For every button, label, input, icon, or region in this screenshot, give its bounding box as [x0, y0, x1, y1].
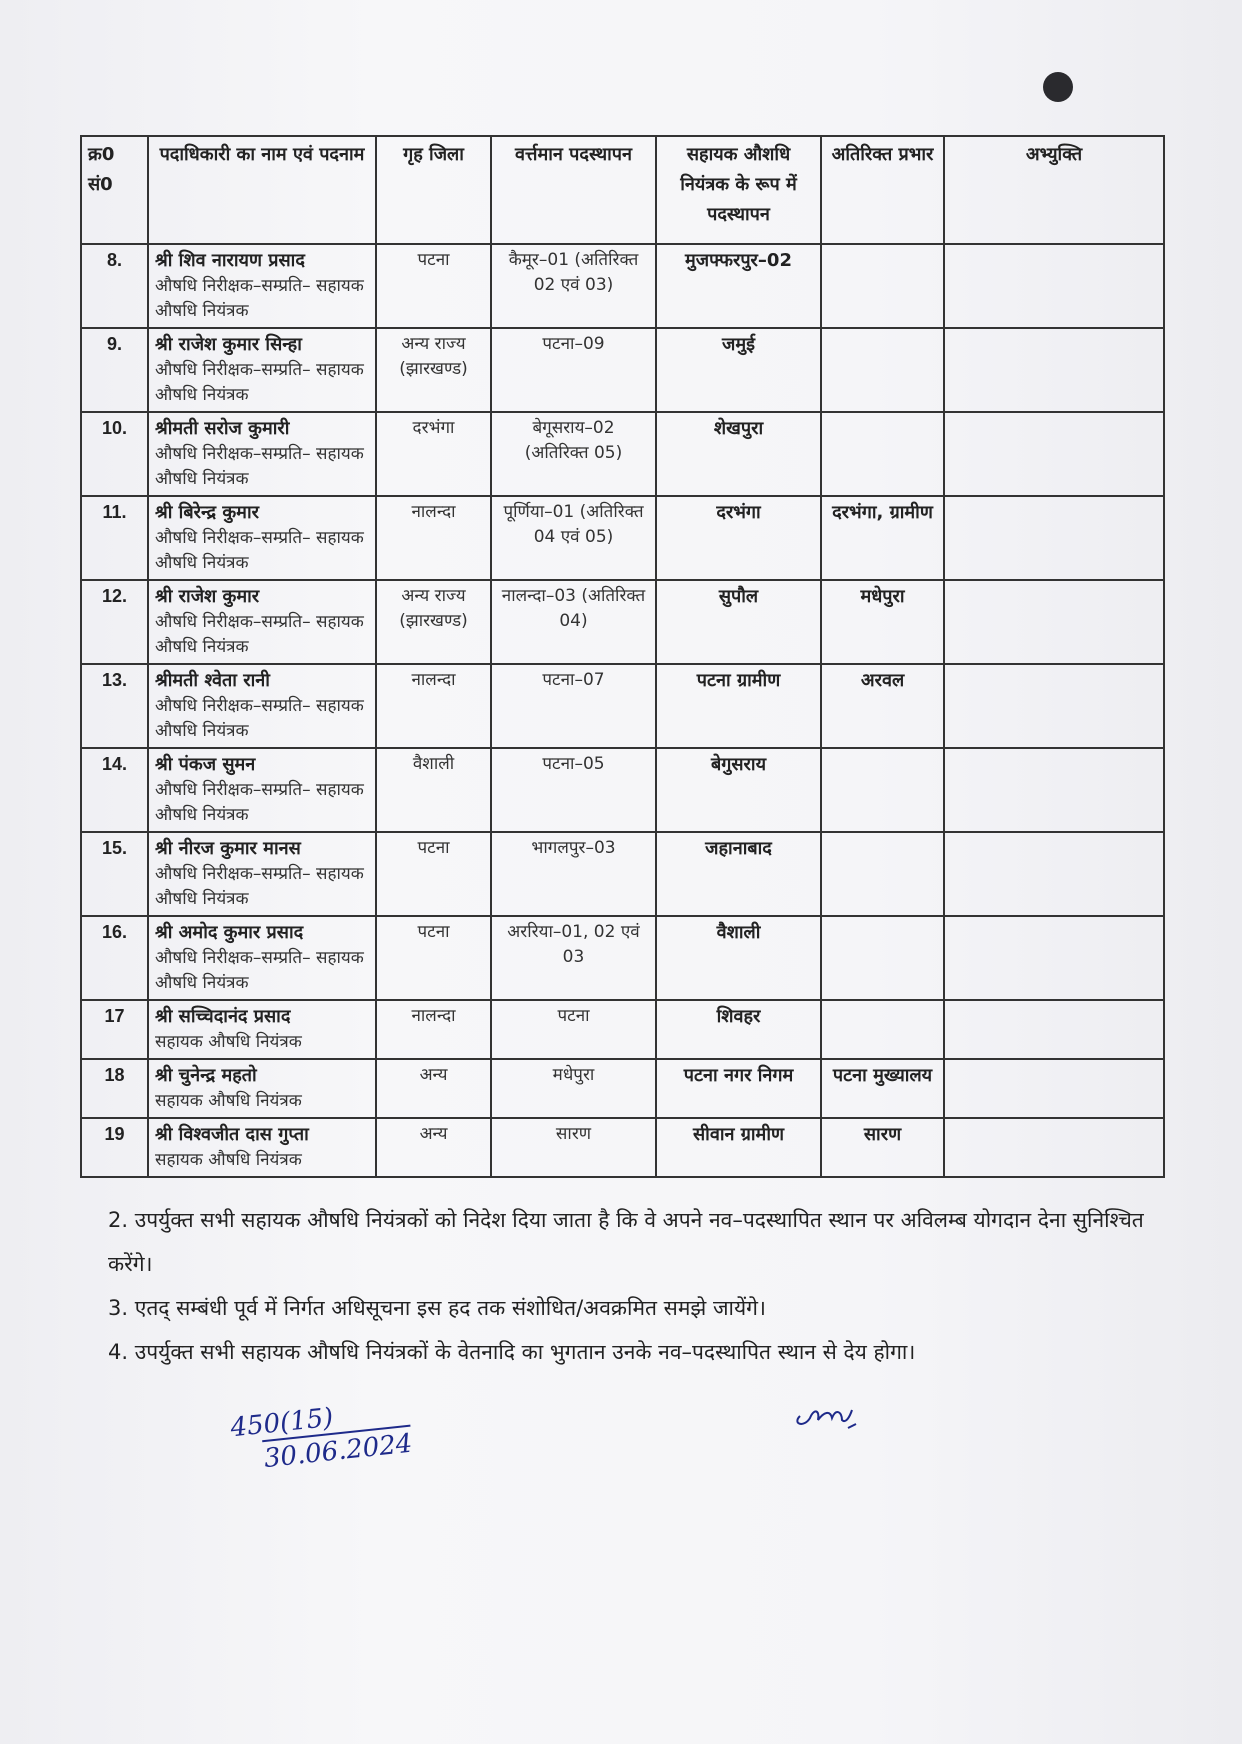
home-district-cell — [376, 412, 491, 496]
additional-charge: पटना मुख्यालय — [832, 1065, 933, 1086]
serial-cell — [81, 832, 148, 916]
serial-cell — [81, 244, 148, 328]
officer-name: श्री पंकज सुमन — [155, 754, 256, 775]
serial-cell — [81, 496, 148, 580]
additional-charge: मधेपुरा — [860, 586, 905, 607]
new-posting: जहानाबाद — [705, 838, 772, 859]
header-new-posting: सहायक औशधि नियंत्रक के रूप में पदस्थापन — [656, 136, 821, 244]
officer-name: श्री सच्चिदानंद प्रसाद — [155, 1006, 291, 1027]
officer-name: श्रीमती श्वेता रानी — [155, 670, 270, 691]
remarks-cell — [944, 1118, 1164, 1177]
paragraph-3: 3. एतद् सम्बंधी पूर्व में निर्गत अधिसूचना इस हद तक संशोधित/अवक्रमित समझे जायेंगे। — [108, 1296, 766, 1320]
current-posting: पूर्णिया–01 (अतिरिक्त 04 एवं 05) — [503, 502, 644, 547]
officer-cell — [148, 496, 376, 580]
home-district-cell — [376, 832, 491, 916]
home-district-cell — [376, 244, 491, 328]
new-posting-cell — [656, 664, 821, 748]
additional-charge: दरभंगा, ग्रामीण — [832, 502, 933, 523]
new-posting-cell — [656, 748, 821, 832]
home-district: पटना — [417, 922, 450, 942]
officer-cell — [148, 1059, 376, 1118]
officer-name: श्रीमती सरोज कुमारी — [155, 418, 290, 439]
home-district: वैशाली — [412, 754, 455, 774]
current-posting-cell — [491, 580, 656, 664]
serial-cell — [81, 1059, 148, 1118]
home-district: अन्य — [419, 1124, 448, 1144]
serial-number: 17 — [104, 1006, 125, 1026]
current-posting: पटना–07 — [542, 670, 605, 690]
officer-designation: औषधि निरीक्षक–सम्प्रति– सहायक औषधि नियंत्रक — [155, 528, 364, 573]
officer-designation: औषधि निरीक्षक–सम्प्रति– सहायक औषधि नियंत्रक — [155, 444, 364, 489]
home-district-cell — [376, 916, 491, 1000]
serial-cell — [81, 664, 148, 748]
table-row — [81, 244, 1164, 328]
new-posting: सुपौल — [718, 586, 759, 607]
additional-charge: अरवल — [860, 670, 905, 691]
table-row — [81, 664, 1164, 748]
home-district: पटना — [417, 250, 450, 270]
current-posting-cell — [491, 496, 656, 580]
header-home-district: गृह जिला — [376, 136, 491, 244]
officer-cell — [148, 328, 376, 412]
officer-designation: औषधि निरीक्षक–सम्प्रति– सहायक औषधि नियंत्रक — [155, 696, 364, 741]
table-row — [81, 328, 1164, 412]
officer-name: श्री राजेश कुमार — [155, 586, 260, 607]
signature-area — [80, 1394, 1163, 1474]
header-serial: क्र0 सं0 — [81, 136, 148, 244]
table-row — [81, 1118, 1164, 1177]
serial-number: 14. — [101, 754, 128, 774]
officer-designation: औषधि निरीक्षक–सम्प्रति– सहायक औषधि नियंत्रक — [155, 276, 364, 321]
officer-cell — [148, 916, 376, 1000]
serial-cell — [81, 916, 148, 1000]
new-posting-cell — [656, 412, 821, 496]
table-row — [81, 412, 1164, 496]
handwritten-number: 450(15) — [229, 1402, 335, 1444]
new-posting: वैशाली — [716, 922, 761, 943]
additional-charge-cell — [821, 1118, 944, 1177]
officer-designation: औषधि निरीक्षक–सम्प्रति– सहायक औषधि नियंत्रक — [155, 948, 364, 993]
current-posting-cell — [491, 244, 656, 328]
new-posting: पटना नगर निगम — [683, 1065, 794, 1086]
serial-cell — [81, 1118, 148, 1177]
table-row — [81, 1059, 1164, 1118]
current-posting: पटना–09 — [542, 334, 605, 354]
officer-designation: औषधि निरीक्षक–सम्प्रति– सहायक औषधि नियंत्रक — [155, 612, 364, 657]
serial-number: 12. — [101, 586, 128, 606]
officer-name: श्री बिरेन्द्र कुमार — [155, 502, 259, 523]
officer-posting-table — [80, 135, 1165, 1178]
serial-cell — [81, 580, 148, 664]
new-posting-cell — [656, 580, 821, 664]
remarks-cell — [944, 916, 1164, 1000]
serial-cell — [81, 328, 148, 412]
officer-designation: सहायक औषधि नियंत्रक — [155, 1032, 302, 1052]
serial-number: 19 — [104, 1124, 125, 1144]
header-current-posting: वर्त्तमान पदस्थापन — [491, 136, 656, 244]
home-district-cell — [376, 580, 491, 664]
table-row — [81, 832, 1164, 916]
home-district-cell — [376, 1059, 491, 1118]
additional-charge-cell — [821, 832, 944, 916]
additional-charge-cell — [821, 1059, 944, 1118]
remarks-cell — [944, 580, 1164, 664]
additional-charge: सारण — [863, 1124, 902, 1145]
serial-number: 15. — [101, 838, 128, 858]
home-district: दरभंगा — [412, 418, 455, 438]
officer-designation: औषधि निरीक्षक–सम्प्रति– सहायक औषधि नियंत्रक — [155, 864, 364, 909]
additional-charge-cell — [821, 916, 944, 1000]
current-posting-cell — [491, 1059, 656, 1118]
serial-cell — [81, 748, 148, 832]
officer-cell — [148, 412, 376, 496]
current-posting-cell — [491, 328, 656, 412]
new-posting-cell — [656, 916, 821, 1000]
current-posting: नालन्दा–03 (अतिरिक्त 04) — [501, 586, 646, 631]
remarks-cell — [944, 328, 1164, 412]
additional-charge-cell — [821, 580, 944, 664]
current-posting: भागलपुर–03 — [531, 838, 616, 858]
current-posting: बेगूसराय–02 (अतिरिक्त 05) — [524, 418, 623, 463]
header-additional-charge: अतिरिक्त प्रभार — [821, 136, 944, 244]
additional-charge-cell — [821, 496, 944, 580]
new-posting-cell — [656, 832, 821, 916]
current-posting-cell — [491, 664, 656, 748]
current-posting: मधेपुरा — [552, 1065, 595, 1085]
remarks-cell — [944, 1059, 1164, 1118]
new-posting-cell — [656, 1000, 821, 1059]
table-row — [81, 748, 1164, 832]
serial-number: 10. — [101, 418, 128, 438]
serial-number: 13. — [101, 670, 128, 690]
serial-number: 18 — [104, 1065, 125, 1085]
home-district-cell — [376, 496, 491, 580]
serial-number: 11. — [102, 502, 127, 522]
current-posting: कैमूर–01 (अतिरिक्त 02 एवं 03) — [508, 250, 639, 295]
home-district-cell — [376, 1000, 491, 1059]
officer-cell — [148, 664, 376, 748]
additional-charge-cell — [821, 748, 944, 832]
table-row — [81, 496, 1164, 580]
additional-charge-cell — [821, 412, 944, 496]
home-district-cell — [376, 748, 491, 832]
current-posting: सारण — [555, 1124, 592, 1144]
officer-name: श्री अमोद कुमार प्रसाद — [155, 922, 304, 943]
new-posting-cell — [656, 1118, 821, 1177]
new-posting-cell — [656, 1059, 821, 1118]
header-remarks: अभ्युक्ति — [944, 136, 1164, 244]
remarks-cell — [944, 832, 1164, 916]
current-posting: पटना–05 — [542, 754, 605, 774]
remarks-cell — [944, 1000, 1164, 1059]
serial-number: 16. — [101, 922, 128, 942]
new-posting: शिवहर — [716, 1006, 761, 1027]
officer-cell — [148, 832, 376, 916]
table-row — [81, 580, 1164, 664]
officer-name: श्री शिव नारायण प्रसाद — [155, 250, 305, 271]
officer-designation: औषधि निरीक्षक–सम्प्रति– सहायक औषधि नियंत्रक — [155, 360, 364, 405]
remarks-cell — [944, 496, 1164, 580]
table-header-row — [81, 136, 1164, 244]
home-district: नालन्दा — [411, 670, 456, 690]
additional-charge-cell — [821, 664, 944, 748]
officer-cell — [148, 244, 376, 328]
additional-charge-cell — [821, 328, 944, 412]
officer-name: श्री नीरज कुमार मानस — [155, 838, 301, 859]
officer-designation: औषधि निरीक्षक–सम्प्रति– सहायक औषधि नियंत्रक — [155, 780, 364, 825]
additional-charge-cell — [821, 244, 944, 328]
punch-hole — [1043, 72, 1073, 102]
new-posting-cell — [656, 496, 821, 580]
additional-charge-cell — [821, 1000, 944, 1059]
officer-cell — [148, 748, 376, 832]
serial-number: 8. — [106, 250, 122, 270]
remarks-cell — [944, 244, 1164, 328]
document-body — [80, 135, 1163, 1474]
new-posting: शेखपुरा — [713, 418, 764, 439]
home-district: नालन्दा — [411, 502, 456, 522]
home-district-cell — [376, 1118, 491, 1177]
current-posting-cell — [491, 1000, 656, 1059]
officer-designation: सहायक औषधि नियंत्रक — [155, 1150, 302, 1170]
current-posting-cell — [491, 412, 656, 496]
home-district-cell — [376, 328, 491, 412]
table-row — [81, 1000, 1164, 1059]
new-posting: दरभंगा — [716, 502, 761, 523]
officer-cell — [148, 1118, 376, 1177]
new-posting: बेगुसराय — [710, 754, 767, 775]
remarks-cell — [944, 412, 1164, 496]
home-district: अन्य — [419, 1065, 448, 1085]
serial-cell — [81, 1000, 148, 1059]
officer-name: श्री विश्वजीत दास गुप्ता — [155, 1124, 309, 1145]
new-posting: सीवान ग्रामीण — [692, 1124, 784, 1145]
new-posting: मुजफ्फरपुर–02 — [685, 250, 792, 271]
home-district: अन्य राज्य (झारखण्ड) — [399, 334, 468, 379]
serial-cell — [81, 412, 148, 496]
home-district: पटना — [417, 838, 450, 858]
current-posting-cell — [491, 748, 656, 832]
officer-cell — [148, 580, 376, 664]
new-posting-cell — [656, 244, 821, 328]
home-district: अन्य राज्य (झारखण्ड) — [399, 586, 468, 631]
current-posting: पटना — [557, 1006, 590, 1026]
new-posting-cell — [656, 328, 821, 412]
remarks-cell — [944, 748, 1164, 832]
remarks-cell — [944, 664, 1164, 748]
officer-designation: सहायक औषधि नियंत्रक — [155, 1091, 302, 1111]
officer-cell — [148, 1000, 376, 1059]
signature-scribble — [790, 1394, 860, 1434]
handwritten-date: 30.06.2024 — [262, 1425, 414, 1474]
current-posting-cell — [491, 832, 656, 916]
officer-name: श्री चुनेन्द्र महतो — [155, 1065, 257, 1086]
header-name: पदाधिकारी का नाम एवं पदनाम — [148, 136, 376, 244]
paragraph-4: 4. उपर्युक्त सभी सहायक औषधि नियंत्रकों के वेतनादि का भुगतान उनके नव–पदस्थापित स्थान से देय होगा। — [108, 1340, 916, 1364]
new-posting: जमुई — [722, 334, 755, 355]
new-posting: पटना ग्रामीण — [696, 670, 781, 691]
current-posting-cell — [491, 916, 656, 1000]
paragraph-2: 2. उपर्युक्त सभी सहायक औषधि नियंत्रकों को निदेश दिया जाता है कि वे अपने नव–पदस्थापित स्थान पर अविलम्ब योगदान देना सुनिश्चित करेंगे। — [108, 1208, 1144, 1276]
handwritten-reference — [229, 1395, 414, 1477]
serial-number: 9. — [106, 334, 122, 354]
officer-name: श्री राजेश कुमार सिन्हा — [155, 334, 302, 355]
home-district: नालन्दा — [411, 1006, 456, 1026]
current-posting: अररिया–01, 02 एवं 03 — [507, 922, 640, 967]
table-row — [81, 916, 1164, 1000]
home-district-cell — [376, 664, 491, 748]
current-posting-cell — [491, 1118, 656, 1177]
